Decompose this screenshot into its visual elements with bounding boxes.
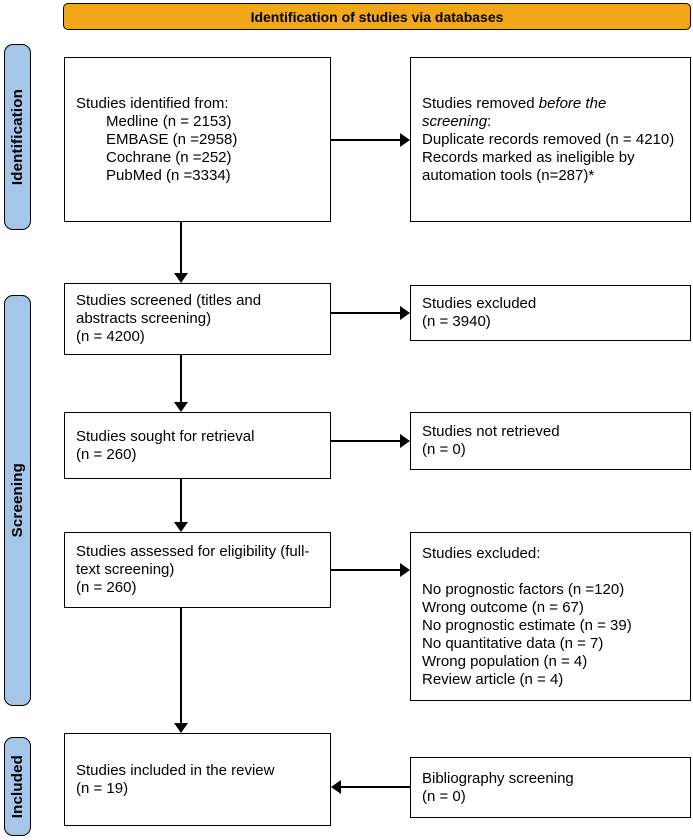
box-text-line: Studies screened (titles and abstracts screening) bbox=[76, 292, 262, 327]
arrow-head bbox=[400, 306, 410, 320]
box-text-line: Studies identified from: bbox=[76, 94, 229, 112]
box-studies-excluded-eligibility bbox=[410, 532, 691, 701]
arrow-shaft bbox=[331, 569, 402, 571]
box-text-line: Cochrane (n =252) bbox=[106, 148, 232, 166]
arrow-head bbox=[400, 434, 410, 448]
arrow-head bbox=[174, 723, 188, 733]
box-studies-identified bbox=[64, 57, 331, 222]
box-text-line: Studies sought for retrieval bbox=[76, 427, 255, 445]
box-text-line: (n = 0) bbox=[422, 441, 466, 458]
removed-intro-prefix: Studies removed bbox=[422, 94, 539, 112]
arrow-shaft bbox=[180, 608, 182, 725]
box-text-line: EMBASE (n =2958) bbox=[106, 130, 238, 148]
box-text-line: Review article (n = 4) bbox=[422, 670, 564, 688]
arrow-shaft bbox=[180, 479, 182, 524]
database-identification-banner bbox=[63, 3, 691, 30]
arrow-identified-to-removed bbox=[331, 133, 410, 147]
box-studies-removed-before-screening bbox=[410, 57, 691, 222]
box-studies-assessed-eligibility bbox=[64, 532, 331, 608]
stage-label-identification-text: Identification bbox=[9, 88, 26, 186]
arrow-shaft bbox=[180, 355, 182, 404]
box-text-line: PubMed (n =3334) bbox=[106, 166, 231, 184]
stage-label-included-text: Included bbox=[9, 754, 26, 819]
arrow-shaft bbox=[331, 139, 402, 141]
arrow-assessed-to-included bbox=[174, 608, 188, 733]
banner-title: Identification of studies via databases bbox=[250, 8, 504, 25]
box-text-line: (n = 19) bbox=[76, 779, 129, 797]
box-studies-not-retrieved bbox=[410, 412, 691, 470]
box-text-line: (n = 260) bbox=[76, 579, 137, 596]
box-text-line: Medline (n = 2153) bbox=[106, 112, 232, 130]
box-text-line: Studies excluded bbox=[422, 295, 537, 312]
box-text-line bbox=[422, 95, 679, 131]
arrow-shaft bbox=[331, 312, 402, 314]
arrow-shaft bbox=[331, 440, 402, 442]
stage-label-identification bbox=[4, 44, 31, 230]
box-studies-excluded-screening bbox=[410, 285, 691, 341]
arrow-head bbox=[400, 133, 410, 147]
box-text-line: Studies assessed for eligibility (full-text screening) bbox=[76, 543, 310, 578]
arrow-shaft bbox=[180, 222, 182, 275]
box-text-line: No prognostic estimate (n = 39) bbox=[422, 616, 632, 634]
arrow-head bbox=[174, 273, 188, 283]
arrow-screened-to-excluded bbox=[331, 306, 410, 320]
box-text-line: Studies included in the review bbox=[76, 761, 275, 779]
arrow-sought-to-assessed bbox=[174, 479, 188, 532]
arrow-head bbox=[400, 563, 410, 577]
stage-label-included bbox=[4, 737, 31, 836]
box-text-line: Records marked as ineligible by automation tools (n=287)* bbox=[422, 148, 635, 184]
stage-label-screening-text: Screening bbox=[9, 463, 26, 538]
removed-intro-suffix: : bbox=[487, 112, 492, 130]
box-text-line: (n = 260) bbox=[76, 445, 137, 463]
arrow-head bbox=[174, 402, 188, 412]
box-text-line: No prognostic factors (n =120) bbox=[422, 580, 625, 598]
box-bibliography-screening bbox=[410, 757, 691, 818]
arrow-identified-to-screened bbox=[174, 222, 188, 283]
box-text-line: Duplicate records removed (n = 4210) bbox=[422, 130, 675, 148]
box-studies-sought-retrieval bbox=[64, 412, 331, 479]
box-studies-included bbox=[64, 733, 331, 826]
box-studies-screened bbox=[64, 283, 331, 355]
arrow-shaft bbox=[339, 786, 410, 788]
arrow-head bbox=[174, 522, 188, 532]
box-text-line: Studies not retrieved bbox=[422, 423, 560, 440]
box-text-line: Wrong population (n = 4) bbox=[422, 652, 588, 670]
arrow-bibliography-to-included bbox=[331, 780, 410, 794]
arrow-screened-to-sought bbox=[174, 355, 188, 412]
box-text-line: No quantitative data (n = 7) bbox=[422, 634, 604, 652]
box-text-line: (n = 0) bbox=[422, 787, 466, 805]
arrow-sought-to-not-retrieved bbox=[331, 434, 410, 448]
arrow-head bbox=[331, 780, 341, 794]
removed-intro-italic: before the screening bbox=[422, 94, 607, 130]
box-text-line: Wrong outcome (n = 67) bbox=[422, 598, 584, 616]
box-text-line: (n = 4200) bbox=[76, 328, 145, 345]
box-text-line: (n = 3940) bbox=[422, 313, 491, 330]
arrow-assessed-to-excluded bbox=[331, 563, 410, 577]
box-text-line: Bibliography screening bbox=[422, 769, 574, 787]
box-text-line: Studies excluded: bbox=[422, 544, 541, 562]
stage-label-screening bbox=[4, 295, 31, 706]
